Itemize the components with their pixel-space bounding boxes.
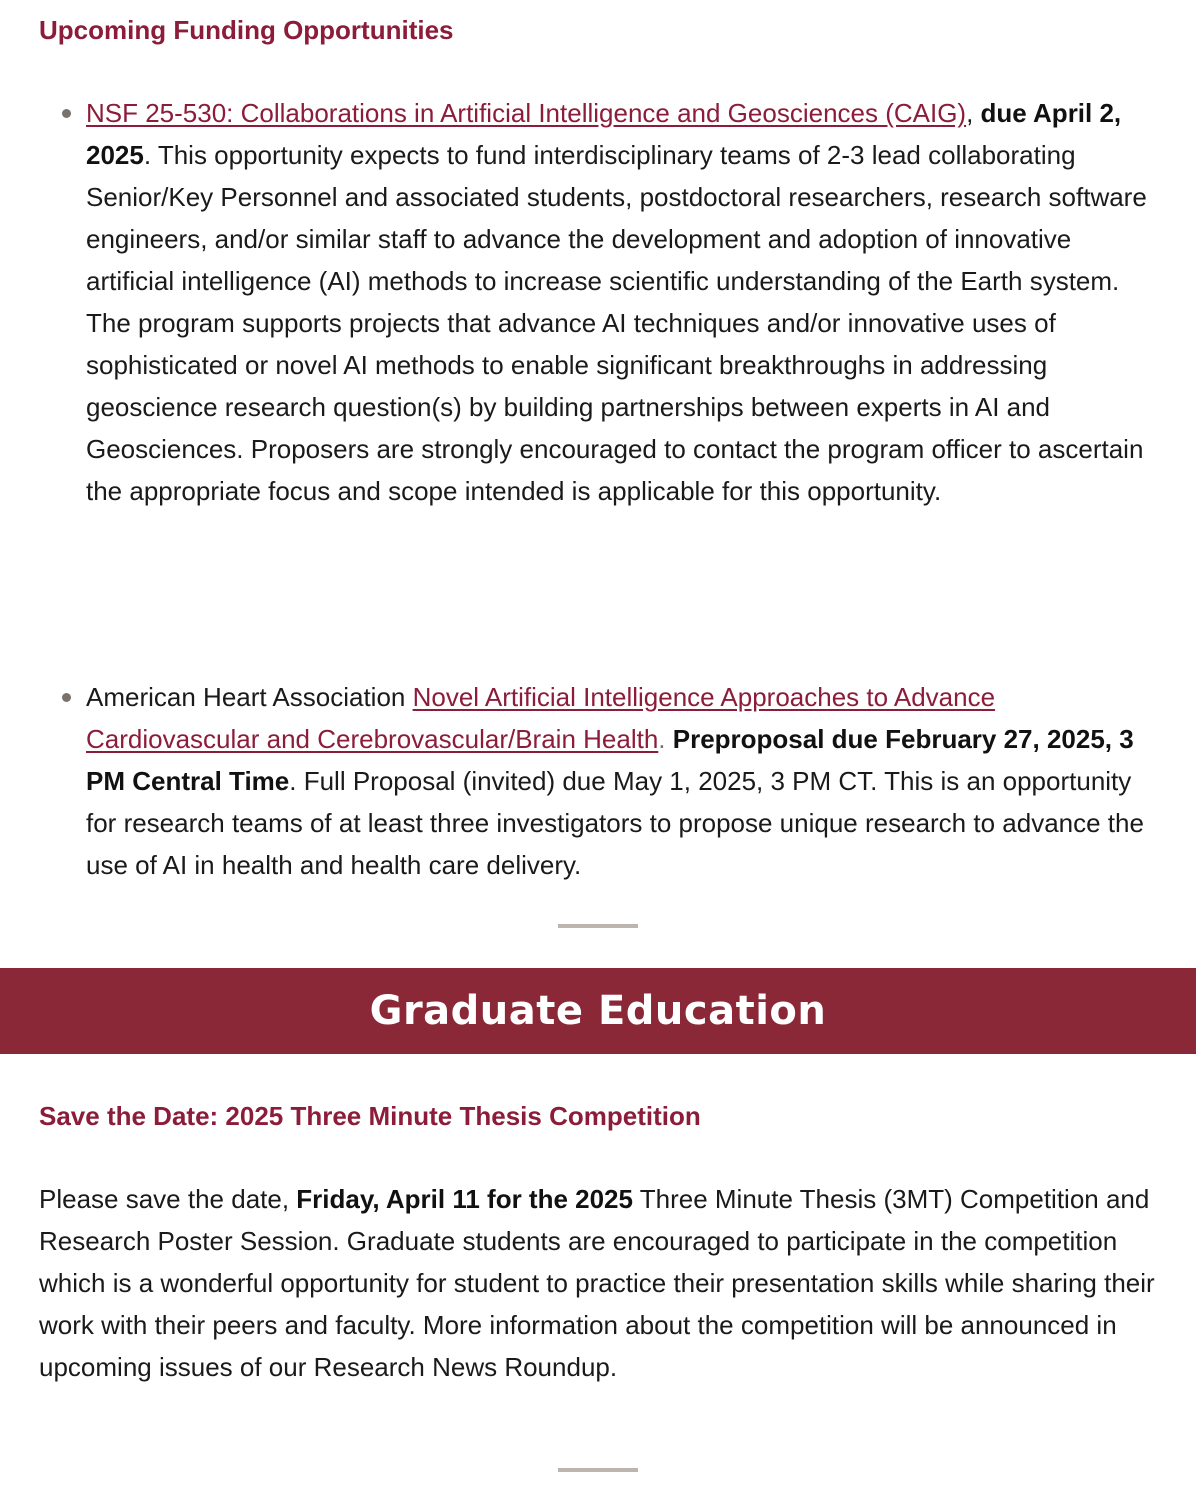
3mt-paragraph (39, 1178, 1159, 1388)
due-date: due April 2, 2025 (86, 98, 1122, 170)
para-intro: Please save the date, (39, 1184, 297, 1214)
item-description: . This opportunity expects to fund interdisciplinary teams of 2-3 lead collaborating Senior/Key Personnel and associated students, postdoctoral researchers, research software engineers, and/or similar staff to advance the development and adoption of innovative artificial intelligence (AI) methods to increase scientific understanding of the Earth system. The program supports projects that advance AI techniques and/or innovative uses of sophisticated or novel AI methods to enable significant breakthroughs in addressing geoscience research question(s) by building partnerships between experts in AI and Geosciences. Proposers are strongly encouraged to contact the program officer to ascertain the appropriate focus and scope intended is applicable for this opportunity. (86, 140, 1147, 506)
event-date: Friday, April 11 for the 2025 (296, 1184, 633, 1214)
separator-text: . (658, 724, 673, 754)
section-divider (558, 924, 638, 928)
para-body: Three Minute Thesis (3MT) Competition and Research Poster Session. Graduate students are encouraged to participate in the competition which is a wonderful opportunity for student to practice their presentation skills while sharing their work with their peers and faculty. More information about the competition will be announced in upcoming issues of our Research News Roundup. (39, 1184, 1155, 1382)
funding-item (86, 676, 1156, 886)
item-description: . Full Proposal (invited) due May 1, 2025, 3 PM CT. This is an opportunity for research teams of at least three investigators to propose unique research to advance the use of AI in health and health care delivery. (86, 766, 1144, 880)
bullet-icon (62, 693, 71, 702)
section-divider (558, 1468, 638, 1472)
section-heading-funding: Upcoming Funding Opportunities (39, 15, 454, 45)
due-date: Preproposal due February 27, 2025, 3 PM Central Time (86, 724, 1134, 796)
banner-title: Graduate Education (369, 988, 827, 1034)
nsf-caig-link[interactable]: NSF 25-530: Collaborations in Artificial Intelligence and Geosciences (CAIG) (86, 98, 967, 128)
separator-text: , (966, 98, 981, 128)
aha-ai-link[interactable]: Novel Artificial Intelligence Approaches to Advance Cardiovascular and Cerebrovascular/Brain Health (86, 682, 996, 754)
section-heading-3mt: Save the Date: 2025 Three Minute Thesis Competition (39, 1101, 701, 1131)
bullet-icon (62, 109, 71, 118)
sponsor-name: American Heart Association (86, 682, 413, 712)
funding-item (86, 92, 1156, 512)
section-banner-graduate-education (0, 968, 1196, 1054)
